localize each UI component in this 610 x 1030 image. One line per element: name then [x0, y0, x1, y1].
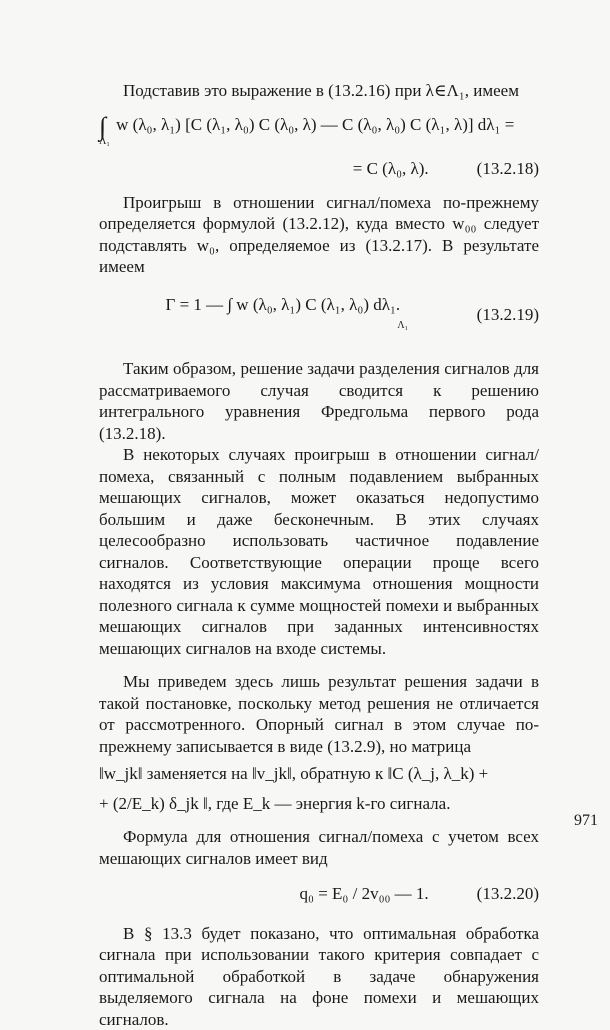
- paragraph-3: Таким образом, решение задачи разделения сигналов для рассматриваемого случая сводится к решению интегрального уравнения Фредгольма первого рода (13.2.18).: [99, 358, 539, 444]
- equation-number-18: (13.2.18): [477, 158, 539, 180]
- integral-limit: Λ₁: [99, 131, 110, 153]
- paragraph-1: Подставив это выражение в (13.2.16) при λ∈Λ₁, имеем: [99, 80, 539, 102]
- paragraph-2: Проигрыш в отношении сигнал/помеха по-прежнему определяется формулой (13.2.12), куда вместо w₀₀ следует подставлять w₀, определяемое из (13.2.17). В результате имеем: [99, 192, 539, 278]
- equation-number-19: (13.2.19): [477, 304, 539, 326]
- equation-number-20: (13.2.20): [477, 883, 539, 905]
- paragraph-6: Формула для отношения сигнал/помеха с учетом всех мешающих сигналов имеет вид: [99, 826, 539, 869]
- equation-13-2-18: [99, 114, 539, 153]
- equation-13-2-20: [99, 883, 539, 905]
- equation-13-2-18-continued: [99, 158, 539, 180]
- equation-18-line-1: w (λ₀, λ₁) [C (λ₁, λ₀) C (λ₀, λ) — C (λ₀, λ₀) C (λ₁, λ)] dλ₁ =: [116, 115, 514, 134]
- paragraph-5-line-3: + (2/E_k) δ_jk ‖, где E_k — энергия k-го сигнала.: [99, 793, 539, 815]
- page-number: 971: [574, 810, 598, 832]
- equation-18-line-2: = C (λ₀, λ).: [99, 158, 477, 180]
- equation-13-2-19: [99, 294, 539, 337]
- equation-20-text: q₀ = E₀ / 2v₀₀ — 1.: [99, 883, 477, 905]
- integral-sign: ∫: [99, 112, 106, 141]
- equation-19-limit: Λ₁: [397, 315, 408, 337]
- page-body: [99, 80, 539, 1030]
- paragraph-5: Мы приведем здесь лишь результат решения задачи в такой постановке, поскольку метод решения не отличается от рассмотренного. Опорный сигнал в этом случае по-прежнему записывается в виде (13.2.9), но матрица: [99, 671, 539, 757]
- paragraph-4: В некоторых случаях проигрыш в отношении сигнал/помеха, связанный с полным подавлением выбранных мешающих сигналов, может оказаться недопустимо большим и даже бесконечным. В этих случаях целесообразно использовать частичное подавление сигналов. Соответствующие операции проще всего находятся из условия максимума отношения мощности полезного сигнала к сумме мощностей помехи и выбранных мешающих сигналов при заданных интенсивностях мешающих сигналов на входе системы.: [99, 444, 539, 659]
- paragraph-7: В § 13.3 будет показано, что оптимальная обработка сигнала при использовании такого критерия совпадает с оптимальной обработкой в задаче обнаружения выделяемого сигнала на фоне помехи и мешающих сигналов.: [99, 923, 539, 1030]
- paragraph-5-line-2: ‖w_jk‖ заменяется на ‖v_jk‖, обратную к ‖C (λ_j, λ_k) +: [99, 763, 539, 785]
- equation-19-text: Γ = 1 — ∫ w (λ₀, λ₁) C (λ₁, λ₀) dλ₁.: [165, 295, 400, 314]
